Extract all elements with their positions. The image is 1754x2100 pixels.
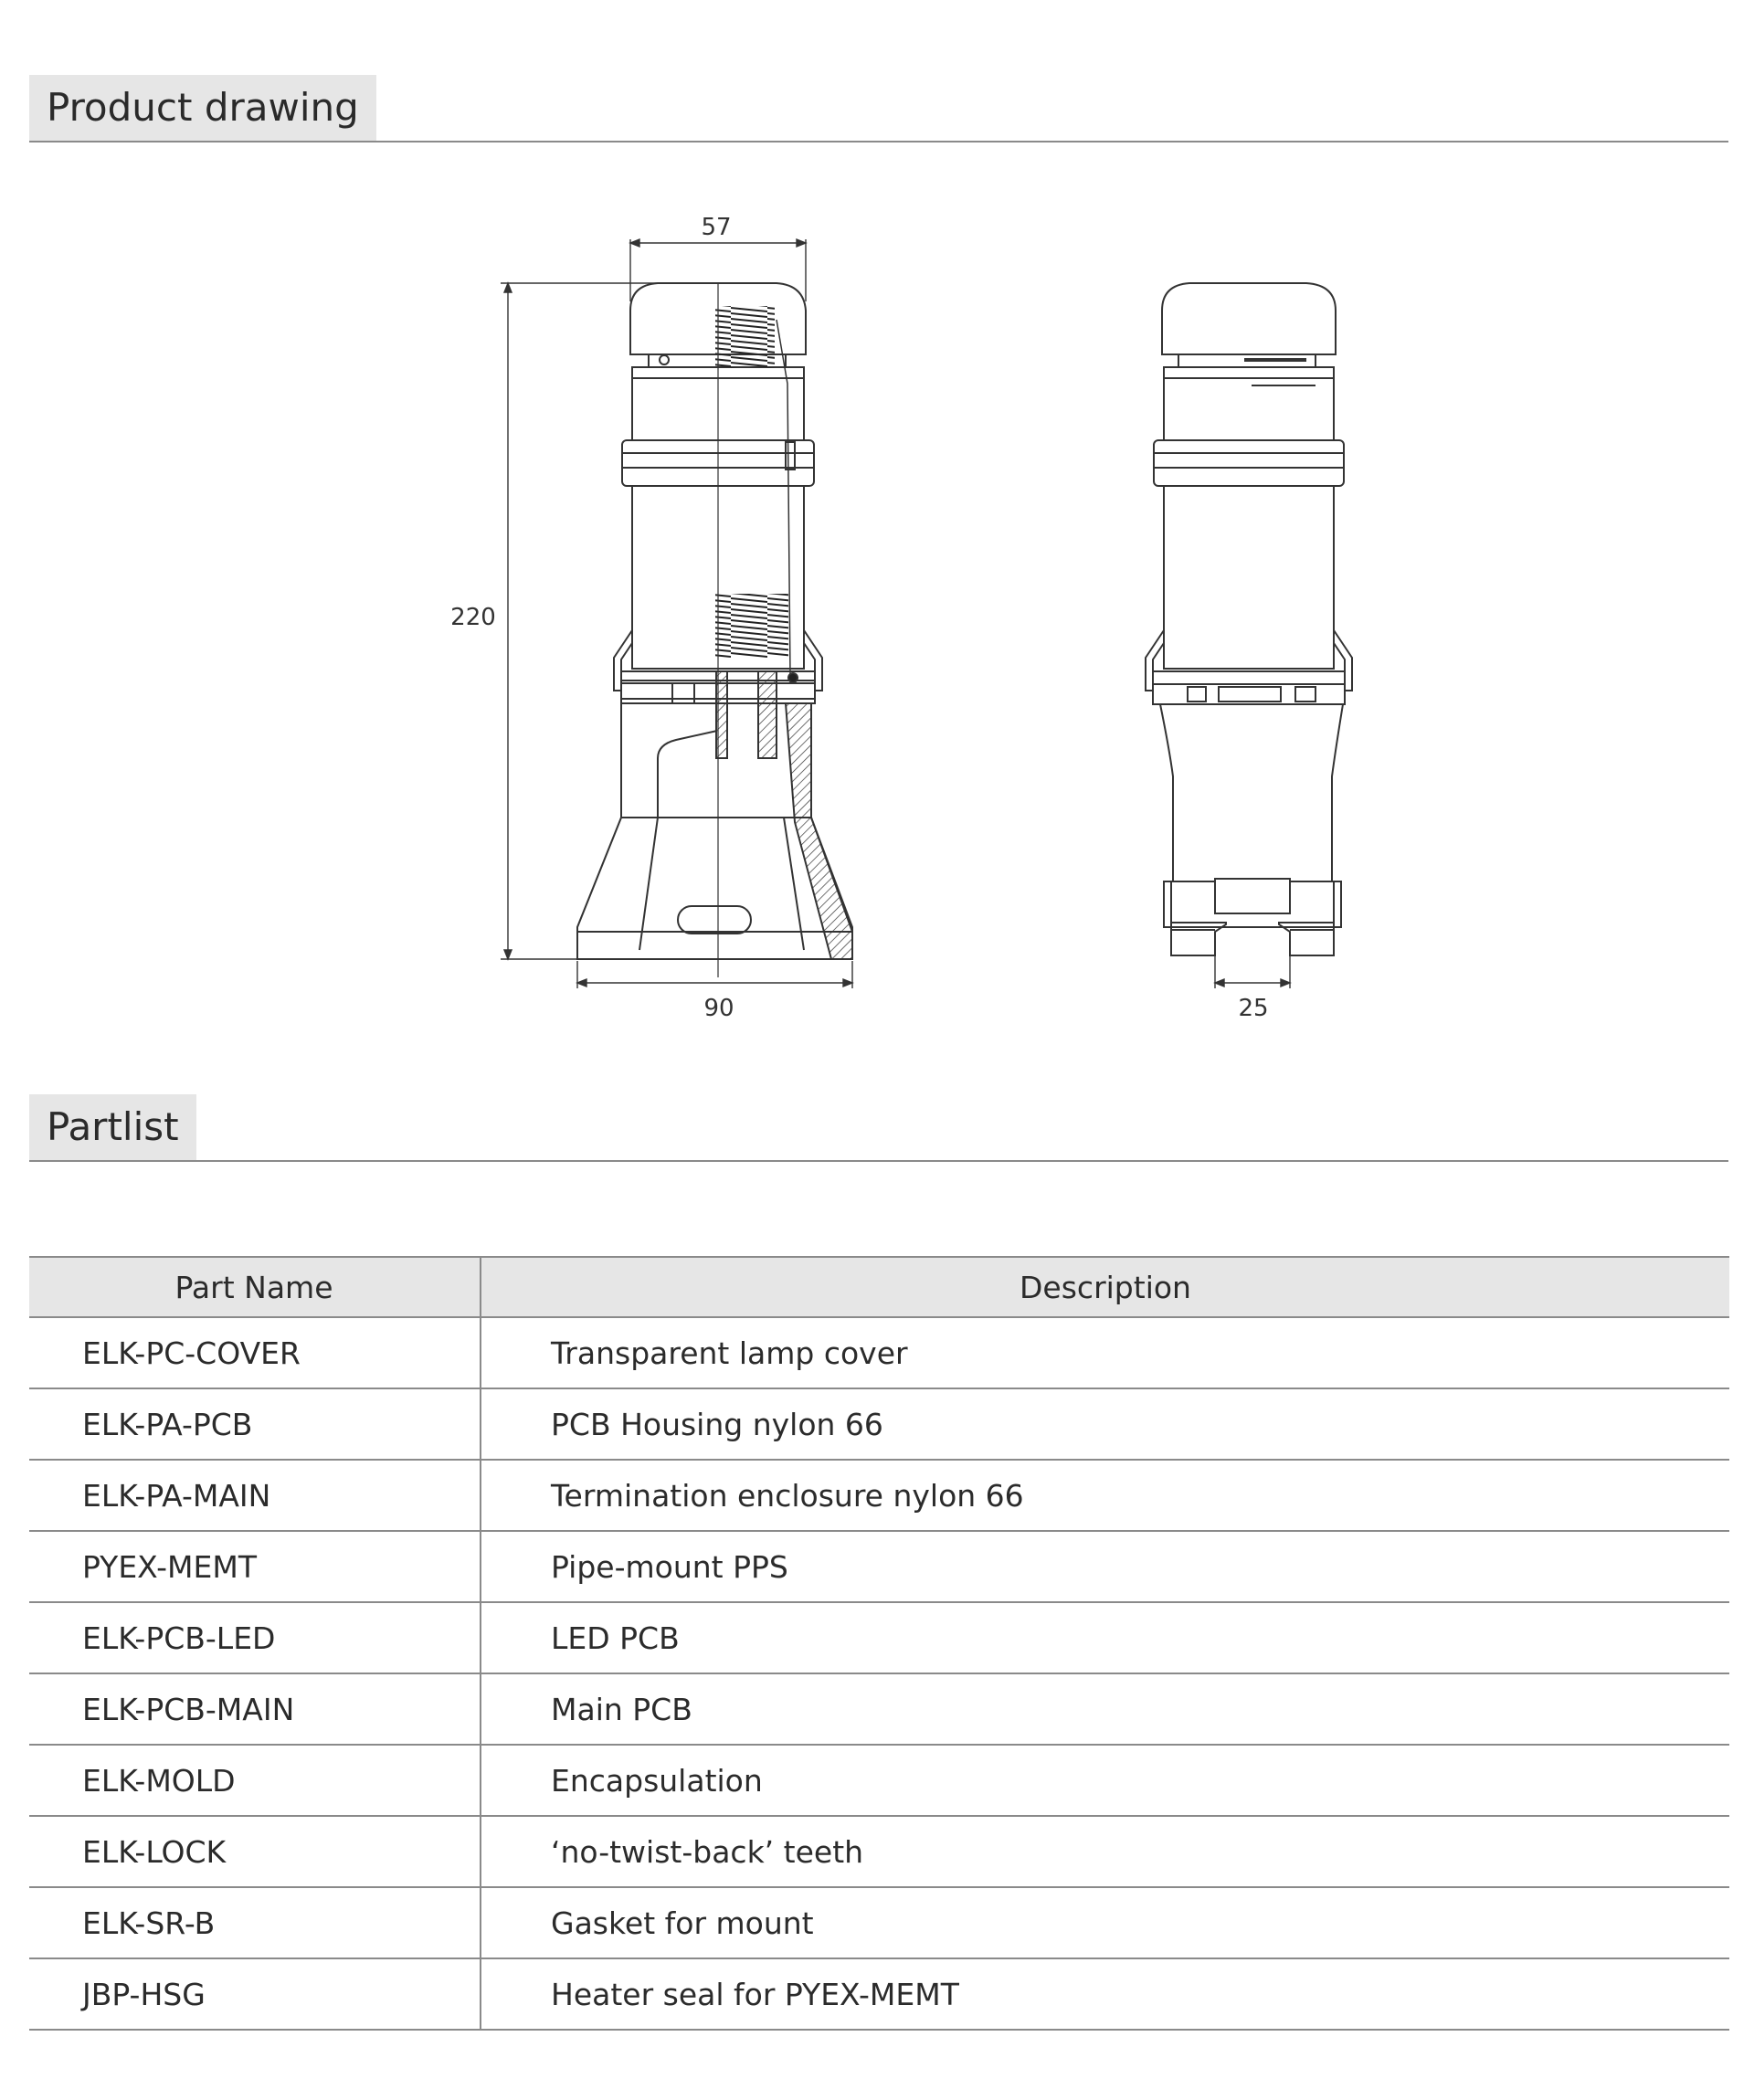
description-cell: Pipe-mount PPS — [481, 1531, 1729, 1602]
part-name-cell: PYEX-MEMT — [29, 1531, 481, 1602]
part-name-cell: ELK-PCB-LED — [29, 1602, 481, 1673]
table-row — [29, 1673, 1729, 1745]
part-name-cell: ELK-MOLD — [29, 1745, 481, 1816]
part-name-cell: ELK-PA-MAIN — [29, 1460, 481, 1531]
description-cell: ‘no-twist-back’ teeth — [481, 1816, 1729, 1887]
partlist-table — [29, 1256, 1729, 2031]
part-name-cell: ELK-LOCK — [29, 1816, 481, 1887]
column-header-description: Description — [481, 1257, 1729, 1317]
table-row — [29, 1460, 1729, 1531]
description-cell: Gasket for mount — [481, 1887, 1729, 1958]
dim-side-slot: 25 — [1238, 995, 1269, 1022]
partlist-header — [29, 1094, 1728, 1162]
table-row — [29, 1887, 1729, 1958]
description-cell: PCB Housing nylon 66 — [481, 1388, 1729, 1460]
table-row — [29, 1602, 1729, 1673]
table-header-row — [29, 1257, 1729, 1317]
part-name-cell: ELK-PA-PCB — [29, 1388, 481, 1460]
description-cell: Transparent lamp cover — [481, 1317, 1729, 1388]
part-name-cell: ELK-PCB-MAIN — [29, 1673, 481, 1745]
product-drawing-title: Product drawing — [29, 75, 376, 141]
product-drawing-header — [29, 75, 1728, 142]
partlist-title: Partlist — [29, 1094, 196, 1160]
table-row — [29, 1317, 1729, 1388]
table-row — [29, 1958, 1729, 2030]
column-header-part-name: Part Name — [29, 1257, 481, 1317]
dim-height: 220 — [450, 604, 496, 631]
product-drawing — [0, 164, 1754, 1041]
dim-width-base: 90 — [703, 995, 734, 1022]
side-dimensions — [1215, 941, 1290, 988]
part-name-cell: JBP-HSG — [29, 1958, 481, 2030]
table-row — [29, 1531, 1729, 1602]
description-cell: Encapsulation — [481, 1745, 1729, 1816]
table-row — [29, 1816, 1729, 1887]
description-cell: Termination enclosure nylon 66 — [481, 1460, 1729, 1531]
description-cell: Main PCB — [481, 1673, 1729, 1745]
description-cell: Heater seal for PYEX-MEMT — [481, 1958, 1729, 2030]
part-name-cell: ELK-PC-COVER — [29, 1317, 481, 1388]
table-row — [29, 1745, 1729, 1816]
part-name-cell: ELK-SR-B — [29, 1887, 481, 1958]
dim-width-top: 57 — [701, 214, 732, 241]
front-view — [577, 283, 852, 977]
description-cell: LED PCB — [481, 1602, 1729, 1673]
table-row — [29, 1388, 1729, 1460]
side-view — [1146, 283, 1352, 955]
